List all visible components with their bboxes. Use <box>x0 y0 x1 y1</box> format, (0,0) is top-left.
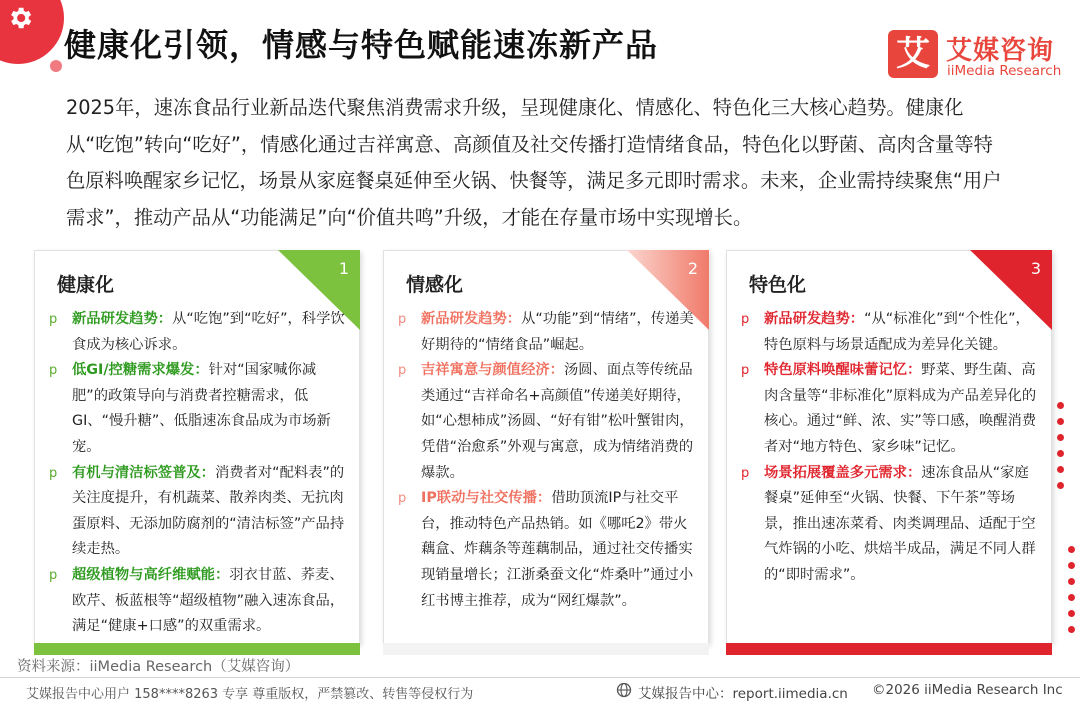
bullet: p <box>741 465 750 481</box>
card-number: 2 <box>687 259 698 278</box>
list-item <box>741 307 1041 358</box>
item-text: “从“标准化”到“个性化”，特色原料与场景适配成为差异化关键。 <box>764 311 1030 353</box>
gear-icon <box>6 4 34 32</box>
bullet: p <box>741 312 750 327</box>
logo-name-cn: 艾媒咨询 <box>946 36 1055 66</box>
card-bottom-bar <box>726 643 1052 655</box>
list-item <box>398 486 698 614</box>
bullet: p <box>49 567 58 583</box>
footer-copyright-notice: 艾媒报告中心用户 158****8263 专享 尊重版权，严禁篡改、转售等侵权行为 <box>26 687 474 702</box>
item-title: 新品研发趋势： <box>72 311 173 327</box>
list-item <box>49 358 349 460</box>
bullet: p <box>49 363 58 379</box>
trend-card-specialty <box>726 250 1052 644</box>
card-items <box>49 307 349 640</box>
item-text: 汤圆、面点等传统品类通过“吉祥命名+高颜值”传递美好期待，如“心想柿成”汤圆、“好有钳”松叶蟹钳肉，凭借“治愈系”外观与寓意，成为情绪消费的爆款。 <box>421 362 694 481</box>
item-title: 新品研发趋势： <box>764 311 865 327</box>
list-item <box>49 307 349 358</box>
card-title: 情感化 <box>406 274 464 296</box>
footer-copyright: ©2026 iiMedia Research Inc <box>872 682 1063 698</box>
logo-name-en: iiMedia Research <box>947 63 1062 79</box>
bullet: p <box>398 312 407 327</box>
item-text: 针对“国家喊你减肥”的政策导向与消费者控糖需求，低GI、“慢升糖”、低脂速冻食品成为市场新宠。 <box>72 362 331 455</box>
card-bottom-bar <box>34 643 360 655</box>
card-number: 1 <box>338 259 349 278</box>
item-title: 吉祥寓意与颜值经济： <box>421 362 564 379</box>
list-item <box>741 358 1041 460</box>
item-title: 超级植物与高纤维赋能： <box>72 566 230 583</box>
item-title: IP联动与社交传播： <box>421 490 552 507</box>
item-title: 新品研发趋势： <box>421 311 522 327</box>
item-title: 低GI/控糖需求爆发： <box>72 362 209 379</box>
logo-mark: 艾 <box>888 30 938 78</box>
intro-paragraph: 2025年，速冻食品行业新品迭代聚焦消费需求升级，呈现健康化、情感化、特色化三大核心趋势。健康化从“吃饱”转向“吃好”，情感化通过吉祥寓意、高颜值及社交传播打造情绪食品，特色化以野菌、高肉含量等特色原料唤醒家乡记忆，场景从家庭餐桌延伸至火锅、快餐等，满足多元即时需求。未来，企业需持续聚焦“用户需求”，推动产品从“功能满足”向“价值共鸣”升级，才能在存量市场中实现增长。 <box>66 96 1002 229</box>
trend-card-health <box>34 250 360 644</box>
brand-logo <box>888 30 1068 80</box>
item-title: 场景拓展覆盖多元需求： <box>764 464 922 481</box>
footer-site-link[interactable]: 艾媒报告中心：report.iimedia.cn <box>638 686 848 702</box>
list-item <box>398 358 698 486</box>
item-text: 羽衣甘蓝、荞麦、欧芹、板蓝根等“超级植物”融入速冻食品，满足“健康+口感”的双重需求。 <box>72 566 345 635</box>
globe-icon <box>616 682 632 698</box>
item-text: 消费者对“配料表”的关注度提升，有机蔬菜、散养肉类、无抗肉蛋原料、无添加防腐剂的“清洁标签”产品持续走热。 <box>72 464 345 558</box>
item-text: 野菜、野生菌、高肉含量等“非标准化”原料成为产品差异化的核心。通过“鲜、浓、实”等口感，唤醒消费者对“地方特色、家乡味”记忆。 <box>764 362 1037 455</box>
decorative-dot <box>50 60 62 72</box>
card-items <box>398 307 698 614</box>
list-item <box>398 307 698 358</box>
card-items <box>741 307 1041 589</box>
footer-divider <box>0 677 1080 678</box>
trend-card-emotion <box>383 250 709 644</box>
card-number: 3 <box>1030 259 1041 278</box>
source-note: 资料来源：iiMedia Research（艾媒咨询） <box>17 659 300 675</box>
bullet: p <box>49 312 58 327</box>
page-title: 健康化引领，情感与特色赋能速冻新产品 <box>64 26 659 64</box>
card-bottom-bar <box>383 643 709 655</box>
item-title: 特色原料唤醒味蕾记忆： <box>764 362 922 379</box>
item-text: 从“功能”到“情绪”，传递美好期待的“情绪食品”崛起。 <box>421 311 694 353</box>
list-item <box>49 563 349 640</box>
item-text: 借助顶流IP与社交平台，推动特色产品热销。如《哪吒2》带火藕盒、炸藕条等莲藕制品，通过社交传播实现销量增长；江浙桑蚕文化“炸桑叶”通过小红书博主推荐，成为“网红爆款”。 <box>421 490 694 609</box>
bullet: p <box>398 491 407 507</box>
item-text: 从“吃饱”到“吃好”，科学饮食成为核心诉求。 <box>72 311 345 353</box>
list-item <box>741 461 1041 589</box>
bullet: p <box>398 363 407 379</box>
bullet: p <box>49 465 58 481</box>
bullet: p <box>741 363 750 379</box>
card-title: 健康化 <box>57 274 115 296</box>
item-text: 速冻食品从“家庭餐桌”延伸至“火锅、快餐、下午茶”等场景，推出速冻菜肴、肉类调理品、适配于空气炸锅的小吃、烘焙半成品，满足不同人群的“即时需求”。 <box>764 464 1036 583</box>
list-item <box>49 461 349 563</box>
card-title: 特色化 <box>749 274 807 296</box>
item-title: 有机与清洁标签普及： <box>72 464 215 481</box>
